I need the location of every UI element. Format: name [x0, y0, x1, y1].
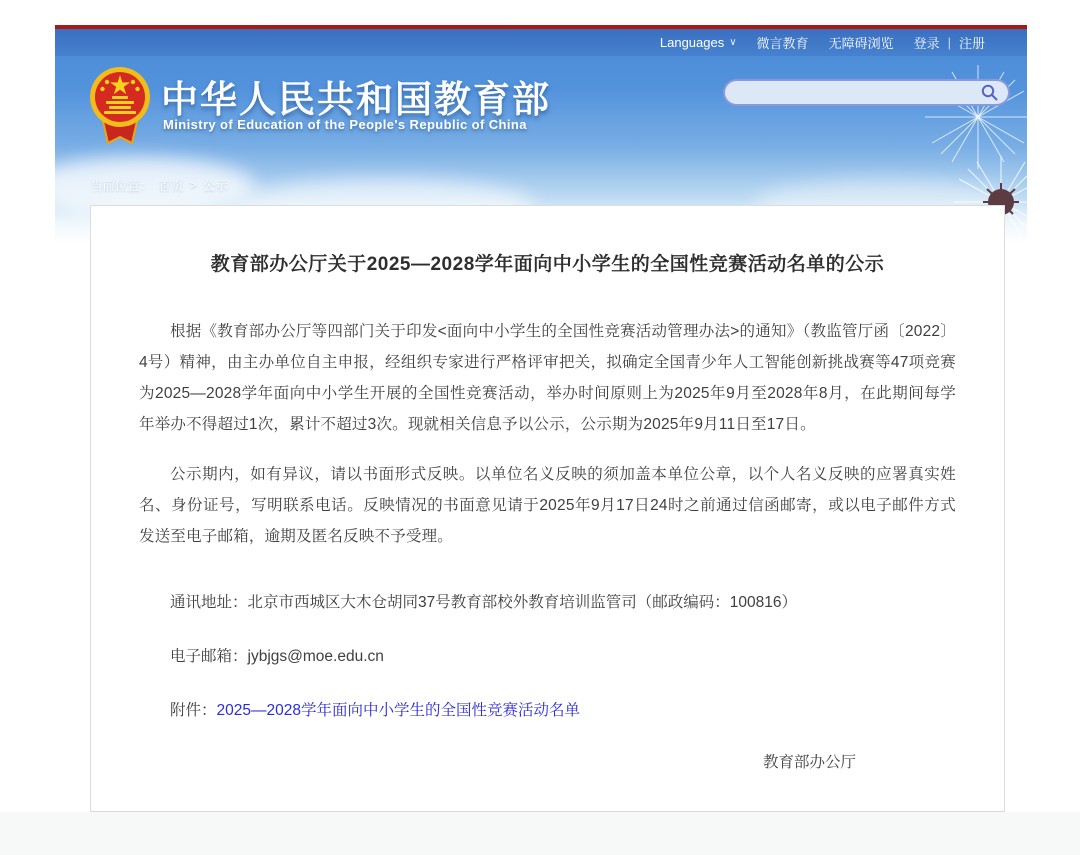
- national-emblem-icon: [88, 65, 152, 145]
- auth-links: [914, 33, 985, 52]
- login-link[interactable]: 登录: [913, 36, 940, 51]
- outside-page-area: [0, 812, 1080, 855]
- attachment-link[interactable]: 2025—2028学年面向中小学生的全国性竞赛活动名单: [216, 702, 580, 719]
- search-button[interactable]: [978, 81, 1008, 104]
- topbar-link-weiyan-jiaoyu[interactable]: 微言教育: [756, 36, 809, 51]
- email-line: [139, 641, 956, 672]
- search-icon: [981, 84, 998, 101]
- email-address: jybjgs@moe.edu.cn: [247, 648, 384, 665]
- chevron-down-icon: ∨: [729, 37, 737, 48]
- site-subtitle: Ministry of Education of the People's Republic of China: [163, 117, 527, 132]
- site-title: 中华人民共和国教育部: [161, 79, 551, 120]
- breadcrumb-separator-icon: >: [189, 178, 197, 192]
- notice-content-panel: [90, 205, 1005, 812]
- attachment-line: [139, 695, 956, 726]
- languages-menu[interactable]: [660, 35, 737, 50]
- auth-divider: |: [947, 35, 951, 50]
- notice-paragraph-1: 根据《教育部办公厅等四部门关于印发<面向中小学生的全国性竞赛活动管理办法>的通知》（教监管厅函〔2022〕4号）精神，由主办单位自主申报，经组织专家进行严格评审把关，拟确定全国青少年人工智能创新挑战赛等47项竞赛为2025—2028学年面向中小学生开展的全国性竞赛活动，举办时间原则上为2025年9月至2028年8月，在此期间每学年举办不得超过1次，累计不超过3次。现就相关信息予以公示，公示期为2025年9月11日至17日。: [139, 323, 956, 433]
- breadcrumb: [90, 176, 228, 194]
- notice-paragraph-2: 公示期内，如有异议，请以书面形式反映。以单位名义反映的须加盖本单位公章，以个人名义反映的应署真实姓名、身份证号，写明联系电话。反映情况的书面意见请于2025年9月17日24时之前通过信函邮寄，或以电子邮件方式发送至电子邮箱，逾期及匿名反映不予受理。: [139, 466, 956, 545]
- notice-title: 教育部办公厅关于2025—2028学年面向中小学生的全国性竞赛活动名单的公示: [210, 254, 885, 275]
- topbar-link-accessibility[interactable]: 无障碍浏览: [828, 36, 894, 51]
- breadcrumb-label: 当前位置：: [90, 179, 153, 193]
- register-link[interactable]: 注册: [958, 36, 985, 51]
- breadcrumb-current: 公示: [202, 179, 228, 193]
- breadcrumb-home-link[interactable]: 首页: [158, 179, 184, 193]
- search-input[interactable]: [725, 81, 978, 104]
- languages-label: Languages: [659, 35, 725, 50]
- issuer-signature: 教育部办公厅: [762, 754, 856, 771]
- site-page: [55, 25, 1027, 812]
- mailing-address-line: 通讯地址：北京市西城区大木仓胡同37号教育部校外教育培训监管司（邮政编码：100816）: [170, 594, 797, 611]
- search-box: [723, 79, 1010, 106]
- utility-topbar: [55, 29, 1027, 56]
- email-label: 电子邮箱：: [170, 648, 248, 665]
- attachment-label: 附件：: [170, 702, 217, 719]
